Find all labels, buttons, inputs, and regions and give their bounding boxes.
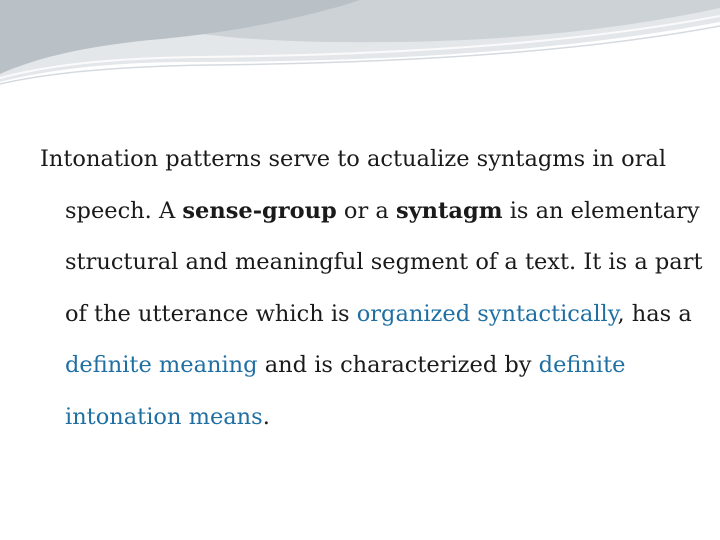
text-segment: . bbox=[262, 403, 270, 430]
term-syntagm: syntagm bbox=[395, 197, 503, 224]
highlight-definite-meaning: definite meaning bbox=[65, 352, 258, 378]
text-segment: or a bbox=[336, 197, 396, 224]
term-sense-group: sense-group bbox=[182, 197, 337, 224]
header-decoration bbox=[0, 0, 720, 100]
text-segment: Intonation patterns serve to actualize syntagms in oral speech. A bbox=[40, 146, 667, 224]
highlight-organized-syntactically: organized syntactically bbox=[356, 300, 618, 327]
body-paragraph bbox=[40, 134, 715, 443]
text-segment: is an elementary structural and meaningful segment of a text. It is a part of the utterance which is bbox=[65, 197, 703, 327]
text-segment: and is characterized by bbox=[257, 352, 539, 378]
highlight-definite-intonation-means: definite intonation means bbox=[65, 352, 626, 430]
text-segment: , has a bbox=[617, 300, 692, 327]
